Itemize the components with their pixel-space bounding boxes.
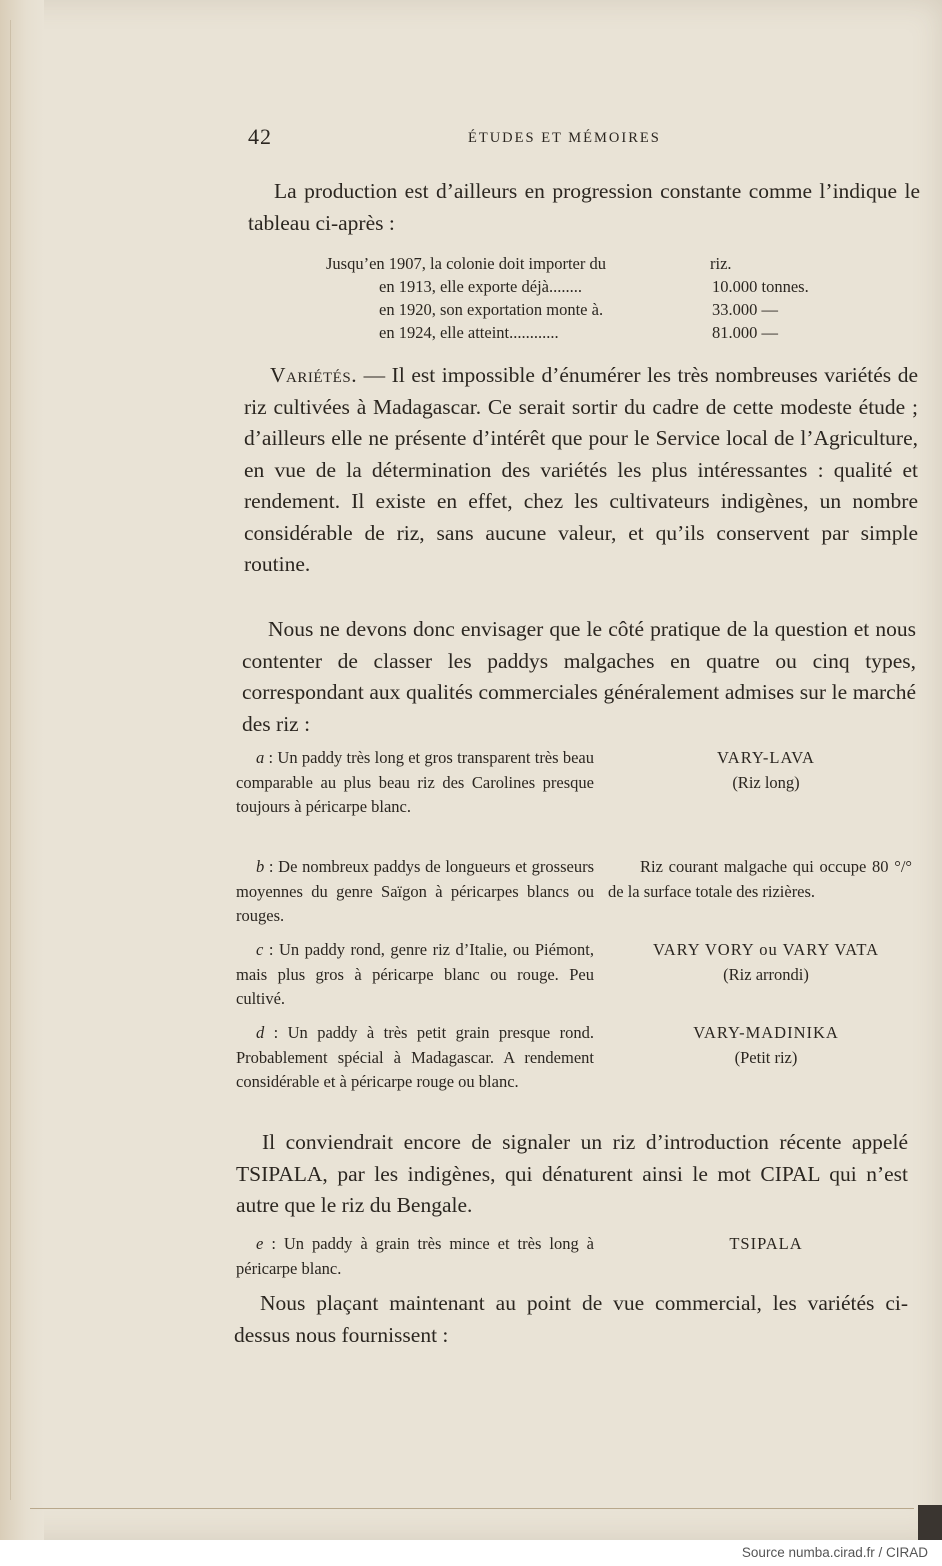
- variety-label: [611, 1232, 921, 1257]
- table-row-label: en 1924, elle atteint............: [379, 323, 559, 342]
- table-row: [326, 298, 846, 321]
- variety-note: [608, 855, 912, 904]
- paragraph-commercial-text: Nous plaçant maintenant au point de vue commercial, les variétés ci-dessus nous fournissent :: [234, 1291, 908, 1347]
- table-row-value: riz.: [710, 254, 732, 273]
- paragraph-production-text: La production est d’ailleurs en progression constante comme l’indique le tableau ci-après :: [248, 179, 920, 235]
- table-row-value: 81.000 —: [712, 323, 778, 342]
- variety-subtitle: (Riz long): [732, 772, 800, 792]
- variety-note-text: Riz courant malgache qui occupe 80 °/° de la surface totale des rizières.: [608, 857, 912, 901]
- variety-description-text: : Un paddy très long et gros transparent très beau comparable au plus beau riz des Carolines presque toujours à péricarpe blanc.: [236, 748, 594, 816]
- variety-description-text: : Un paddy rond, genre riz d’Italie, ou Piémont, mais plus gros à péricarpe blanc ou rouge. Peu cultivé.: [236, 940, 594, 1008]
- paragraph-varietes-text: — Il est impossible d’énumérer les très nombreuses variétés de riz cultivées à Madagascar. Ce serait sortir du cadre de cette modeste étude ; d’ailleurs elle ne présente d’intérêt que pour le Service local de l’Agriculture, en vue de la détermination des variétés les plus intéressantes : qualité et rendement. Il existe en effet, chez les cultivateurs indigènes, un nombre considérable de riz, sans aucune valeur, et qu’ils conservent par simple routine.: [244, 363, 918, 576]
- variety-description-text: : Un paddy à grain très mince et très long à péricarpe blanc.: [236, 1234, 594, 1278]
- variety-description: [236, 1232, 594, 1281]
- table-row-label: Jusqu’en 1907, la colonie doit importer du: [326, 254, 606, 273]
- table-row: [326, 321, 846, 344]
- variety-c: [236, 938, 916, 1012]
- variety-label: [611, 746, 921, 795]
- variety-letter: c: [256, 940, 264, 959]
- variety-description-text: : Un paddy à très petit grain presque rond. Probablement spécial à Madagascar. A rendement considérable et à péricarpe rouge ou blanc.: [236, 1023, 594, 1091]
- variety-e: [236, 1232, 916, 1282]
- paragraph-types-text: Nous ne devons donc envisager que le côté pratique de la question et nous contenter de classer les paddys malgaches en quatre ou cinq types, correspondant aux qualités commerciales généralement admises sur le marché des riz :: [242, 617, 916, 736]
- page-corner-shadow: [918, 1505, 942, 1540]
- paragraph-varietes: [244, 360, 918, 581]
- variety-description: [236, 855, 594, 929]
- paragraph-production: [248, 176, 920, 239]
- running-head: [0, 122, 942, 152]
- page-gutter: [0, 0, 44, 1540]
- variety-description-text: : De nombreux paddys de longueurs et grosseurs moyennes du genre Saïgon à péricarpes blancs ou rouges.: [236, 857, 594, 925]
- page-number: 42: [248, 124, 272, 149]
- table-row-label: en 1920, son exportation monte à.: [379, 300, 604, 319]
- table-row-value: 33.000 —: [712, 300, 778, 319]
- variety-description: [236, 938, 594, 1012]
- variety-letter: b: [256, 857, 265, 876]
- section-lead: Variétés.: [270, 363, 358, 387]
- table-row: [326, 275, 846, 298]
- variety-name: VARY-LAVA: [717, 748, 815, 767]
- variety-name: VARY VORY ou VARY VATA: [652, 940, 880, 959]
- paragraph-types: [242, 614, 916, 740]
- paragraph-tsipala: [236, 1127, 908, 1222]
- variety-name: VARY-MADINIKA: [693, 1023, 839, 1042]
- variety-name: TSIPALA: [729, 1234, 803, 1253]
- variety-label: [611, 1021, 921, 1070]
- variety-subtitle: (Petit riz): [734, 1047, 798, 1067]
- table-row: [326, 252, 846, 275]
- table-row-label: en 1913, elle exporte déjà........: [379, 277, 582, 296]
- variety-b: [236, 855, 916, 929]
- variety-a: [236, 746, 916, 844]
- variety-letter: e: [256, 1234, 264, 1253]
- paragraph-tsipala-text: Il conviendrait encore de signaler un riz d’introduction récente appelé TSIPALA, par les indigènes, qui dénaturent ainsi le mot CIPAL qui n’est autre que le riz du Bengale.: [236, 1130, 908, 1217]
- page-bottom-edge: [30, 1508, 914, 1509]
- variety-description: [236, 1021, 594, 1095]
- header-title: ÉTUDES ET MÉMOIRES: [468, 130, 661, 146]
- variety-description: [236, 746, 594, 820]
- variety-d: [236, 1021, 916, 1119]
- production-table: [326, 252, 846, 344]
- paragraph-commercial: [234, 1288, 908, 1351]
- source-credit: Source numba.cirad.fr / CIRAD: [741, 1545, 928, 1560]
- variety-letter: d: [256, 1023, 265, 1042]
- variety-subtitle: (Riz arrondi): [723, 964, 809, 984]
- variety-letter: a: [256, 748, 265, 767]
- variety-label: [611, 938, 921, 987]
- table-row-value: 10.000 tonnes.: [712, 277, 809, 296]
